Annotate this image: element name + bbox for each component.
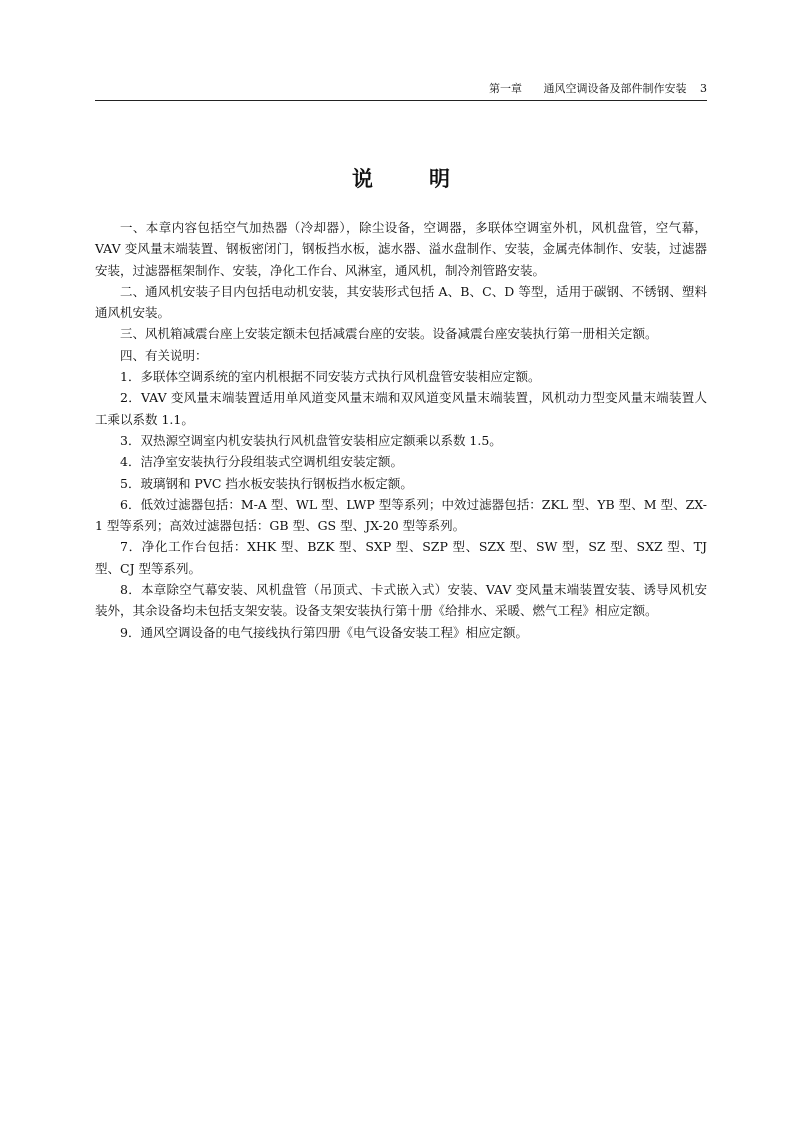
page-number: 3 <box>700 82 707 95</box>
header-chapter: 第一章 <box>489 82 522 95</box>
paragraph: 三、风机箱减震台座上安装定额未包括减震台座的安装。设备减震台座安装执行第一册相关定额。 <box>120 326 658 342</box>
page-title: 说明 <box>352 167 506 191</box>
paragraph: 9．通风空调设备的电气接线执行第四册《电气设备安装工程》相应定额。 <box>120 624 528 640</box>
header-rule <box>95 100 707 101</box>
paragraph: 1．多联体空调系统的室内机根据不同安装方式执行风机盘管安装相应定额。 <box>120 369 541 385</box>
paragraph: 6．低效过滤器包括：M-A 型、WL 型、LWP 型等系列；中效过滤器包括：ZKL 型、YB 型、M 型、ZX-1 型等系列；高效过滤器包括：GB 型、GS 型、JX-20 型等系列。 <box>95 496 707 534</box>
body-text <box>95 217 707 643</box>
paragraph: 二、通风机安装子目内包括电动机安装，其安装形式包括 A、B、C、D 等型，适用于碳钢、不锈钢、塑料通风机安装。 <box>95 283 707 321</box>
paragraph: 2．VAV 变风量末端装置适用单风道变风量末端和双风道变风量末端装置，风机动力型变风量末端装置人工乘以系数 1.1。 <box>95 390 707 427</box>
paragraph: 8．本章除空气幕安装、风机盘管（吊顶式、卡式嵌入式）安装、VAV 变风量末端装置安装、诱导风机安装外，其余设备均未包括支架安装。设备支架安装执行第十册《给排水、采暖、燃气工程》相应定额。 <box>95 582 707 619</box>
header-section-title: 通风空调设备及部件制作安装 <box>543 82 687 95</box>
paragraph: 7．净化工作台包括：XHK 型、BZK 型、SXP 型、SZP 型、SZX 型、SW 型，SZ 型、SXZ 型、TJ 型、CJ 型等系列。 <box>95 539 707 576</box>
paragraph: 一、本章内容包括空气加热器（冷却器），除尘设备，空调器，多联体空调室外机，风机盘管，空气幕，VAV 变风量末端装置、钢板密闭门，钢板挡水板，滤水器、溢水盘制作、安装，金属壳体制作、安装，过滤器安装，过滤器框架制作、安装，净化工作台、风淋室，通风机，制冷剂管路安装。 <box>95 220 707 278</box>
paragraph: 3．双热源空调室内机安装执行风机盘管安装相应定额乘以系数 1.5。 <box>120 432 502 448</box>
running-header <box>95 80 707 96</box>
paragraph: 5．玻璃钢和 PVC 挡水板安装执行钢板挡水板定额。 <box>120 475 413 491</box>
paragraph: 4．洁净室安装执行分段组装式空调机组安装定额。 <box>120 454 403 470</box>
paragraph: 四、有关说明： <box>120 347 208 363</box>
